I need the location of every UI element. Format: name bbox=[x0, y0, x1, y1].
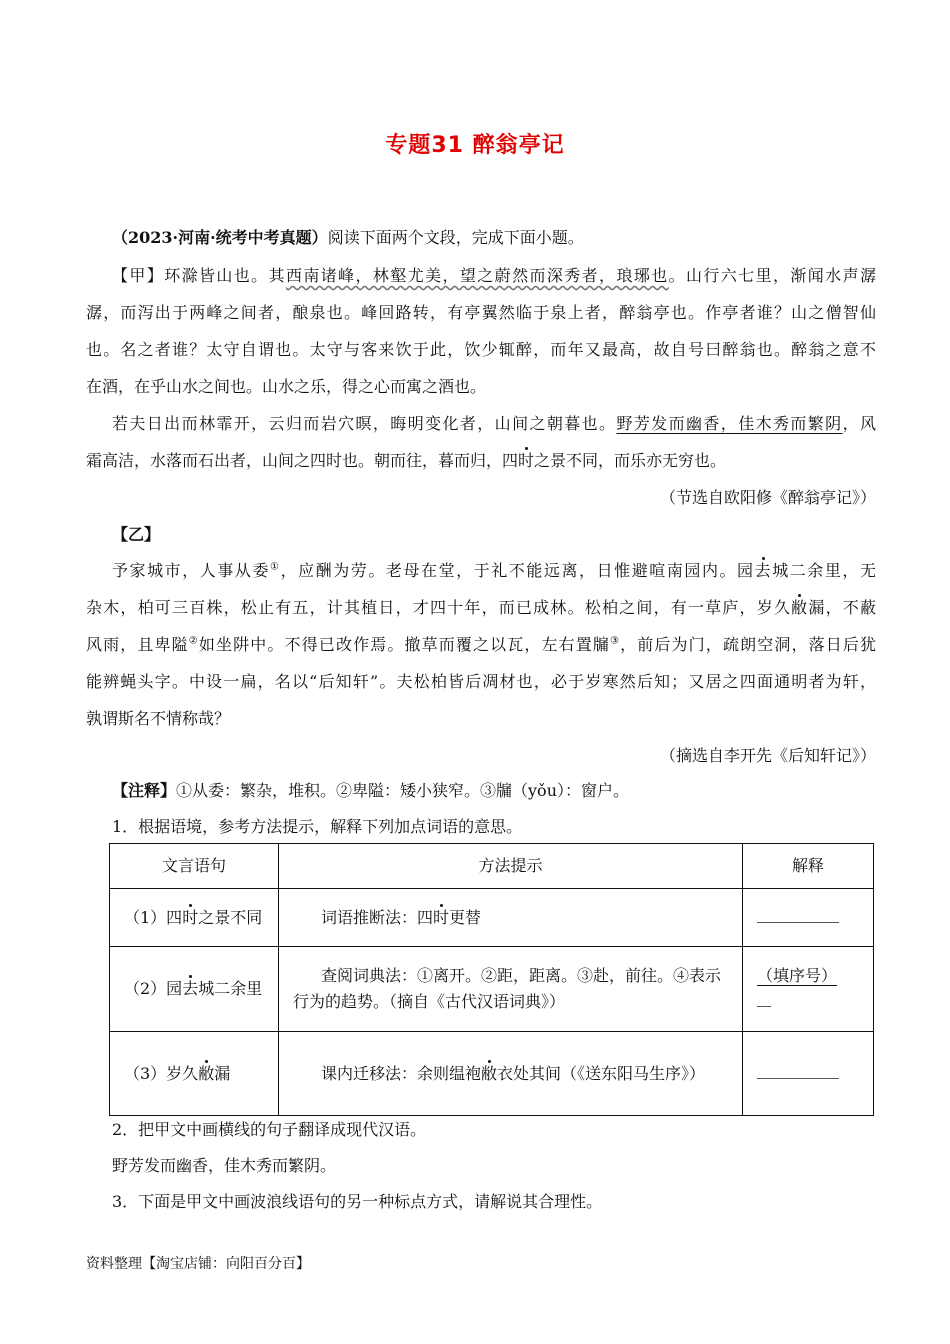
wavy-underlined-sentence: 西南诸峰，林壑尤美，望之蔚然而深秀者，琅琊也 bbox=[285, 266, 669, 285]
jia-line-5: 若夫日出而林霏开，云归而岩穴暝，晦明变化者，山间之朝暮也。野芳发而幽香，佳木秀而繁阴，风 bbox=[112, 414, 876, 433]
jia-line-6: 霜高洁，水落而石出者，山间之四时也。朝而往，暮而归，四时之景不同，而乐亦无穷也。 bbox=[86, 451, 727, 470]
jia-line-1: 【甲】环滁皆山也。其西南诸峰，林壑尤美，望之蔚然而深秀者，琅琊也。山行六七里，渐闻水声潺 bbox=[112, 266, 876, 285]
table-header-cell: 解释 bbox=[743, 844, 874, 889]
q3-prompt: 3．下面是甲文中画波浪线语句的另一种标点方式，请解说其合理性。 bbox=[112, 1192, 603, 1211]
table-cell: （2）园去城二余里 bbox=[110, 947, 279, 1032]
intro-instruction: 阅读下面两个文段，完成下面小题。 bbox=[327, 228, 584, 247]
table-row bbox=[110, 1032, 874, 1116]
answer-blank[interactable] bbox=[757, 990, 771, 1007]
yi-label: 【乙】 bbox=[112, 525, 161, 544]
answer-cell[interactable] bbox=[743, 889, 874, 947]
q2-prompt: 2．把甲文中画横线的句子翻译成现代汉语。 bbox=[112, 1120, 427, 1139]
yi-source: （摘选自李开先《后知轩记》） bbox=[659, 746, 876, 765]
yi-line-4: 能辨蝇头字。中设一扁，名以“后知轩”。夫松柏皆后凋材也，必于岁寒然后知；又居之四面通明者为轩， bbox=[86, 672, 876, 691]
dotted-word: 时 bbox=[518, 451, 535, 470]
table-row bbox=[110, 889, 874, 947]
table-header-cell: 文言语句 bbox=[110, 844, 279, 889]
dotted-word: 敝 bbox=[791, 598, 809, 617]
answer-cell[interactable] bbox=[743, 947, 874, 1032]
dotted-word: 去 bbox=[754, 561, 773, 580]
page-title: 专题31 醉翁亭记 bbox=[385, 133, 565, 158]
dotted-word: 敝 bbox=[481, 1063, 498, 1083]
table-cell: 课内迁移法：余则缊袍敝衣处其间（《送东阳马生序》） bbox=[279, 1032, 743, 1116]
table-cell: （3）岁久敝漏 bbox=[110, 1032, 279, 1116]
jia-line-2: 潺，而泻出于两峰之间者，酿泉也。峰回路转，有亭翼然临于泉上者，醉翁亭也。作亭者谁？山之僧智仙 bbox=[86, 303, 876, 322]
table-cell: （1）四时之景不同 bbox=[110, 889, 279, 947]
dotted-word: 敝 bbox=[198, 1063, 215, 1083]
intro-line bbox=[112, 228, 902, 248]
yi-line-1: 予家城市，人事从委①，应酬为劳。老母在堂，于礼不能远离，日惟避喧南园内。园去城二余里，无 bbox=[112, 561, 876, 580]
answer-hint[interactable]: （填序号） bbox=[757, 966, 838, 985]
yi-line-5: 孰谓斯名不情称哉？ bbox=[86, 709, 231, 728]
answer-blank[interactable] bbox=[757, 906, 839, 923]
table-cell: 查阅词典法：①离开。②距，距离。③赴，前往。④表示行为的趋势。（摘自《古代汉语词典》） bbox=[279, 947, 743, 1032]
dotted-word: 时 bbox=[182, 907, 199, 927]
yi-line-2: 杂木，柏可三百株，松止有五，计其植日，才四十年，而已成林。松柏之间，有一草庐，岁久敝漏，不蔽 bbox=[86, 598, 876, 617]
table-cell: 词语推断法：四时更替 bbox=[279, 889, 743, 947]
jia-source: （节选自欧阳修《醉翁亭记》） bbox=[659, 488, 876, 507]
underlined-sentence: 野芳发而幽香，佳木秀而繁阴 bbox=[616, 414, 843, 433]
table-row bbox=[110, 947, 874, 1032]
question-source: （2023·河南·统考中考真题） bbox=[112, 228, 328, 247]
answer-blank[interactable] bbox=[757, 1062, 839, 1079]
jia-line-4: 在酒，在乎山水之间也。山水之乐，得之心而寓之酒也。 bbox=[86, 377, 487, 396]
footer-text: 资料整理【淘宝店铺：向阳百分百】 bbox=[86, 1256, 310, 1272]
q1-table bbox=[109, 843, 874, 1116]
yi-line-3: 风雨，且卑隘②如坐阱中。不得已改作焉。撤草而覆之以瓦，左右置牖③，前后为门，疏朗空洞，落日后犹 bbox=[86, 635, 876, 654]
notes-line: 【注释】①从委：繁杂，堆积。②卑隘：矮小狭窄。③牖（yǒu）：窗户。 bbox=[112, 781, 629, 800]
notes-label: 【注释】 bbox=[112, 781, 177, 800]
jia-line-3: 也。名之者谁？太守自谓也。太守与客来饮于此，饮少辄醉，而年又最高，故自号曰醉翁也。醉翁之意不 bbox=[86, 340, 876, 359]
q2-sentence: 野芳发而幽香，佳木秀而繁阴。 bbox=[112, 1156, 337, 1175]
table-header-row bbox=[110, 844, 874, 889]
jia-label: 【甲】 bbox=[112, 266, 165, 285]
answer-cell[interactable] bbox=[743, 1032, 874, 1116]
table-header-cell: 方法提示 bbox=[279, 844, 743, 889]
dotted-word: 时 bbox=[433, 907, 450, 927]
q1-prompt: 1．根据语境，参考方法提示，解释下列加点词语的意思。 bbox=[112, 817, 523, 836]
dotted-word: 去 bbox=[182, 979, 199, 998]
